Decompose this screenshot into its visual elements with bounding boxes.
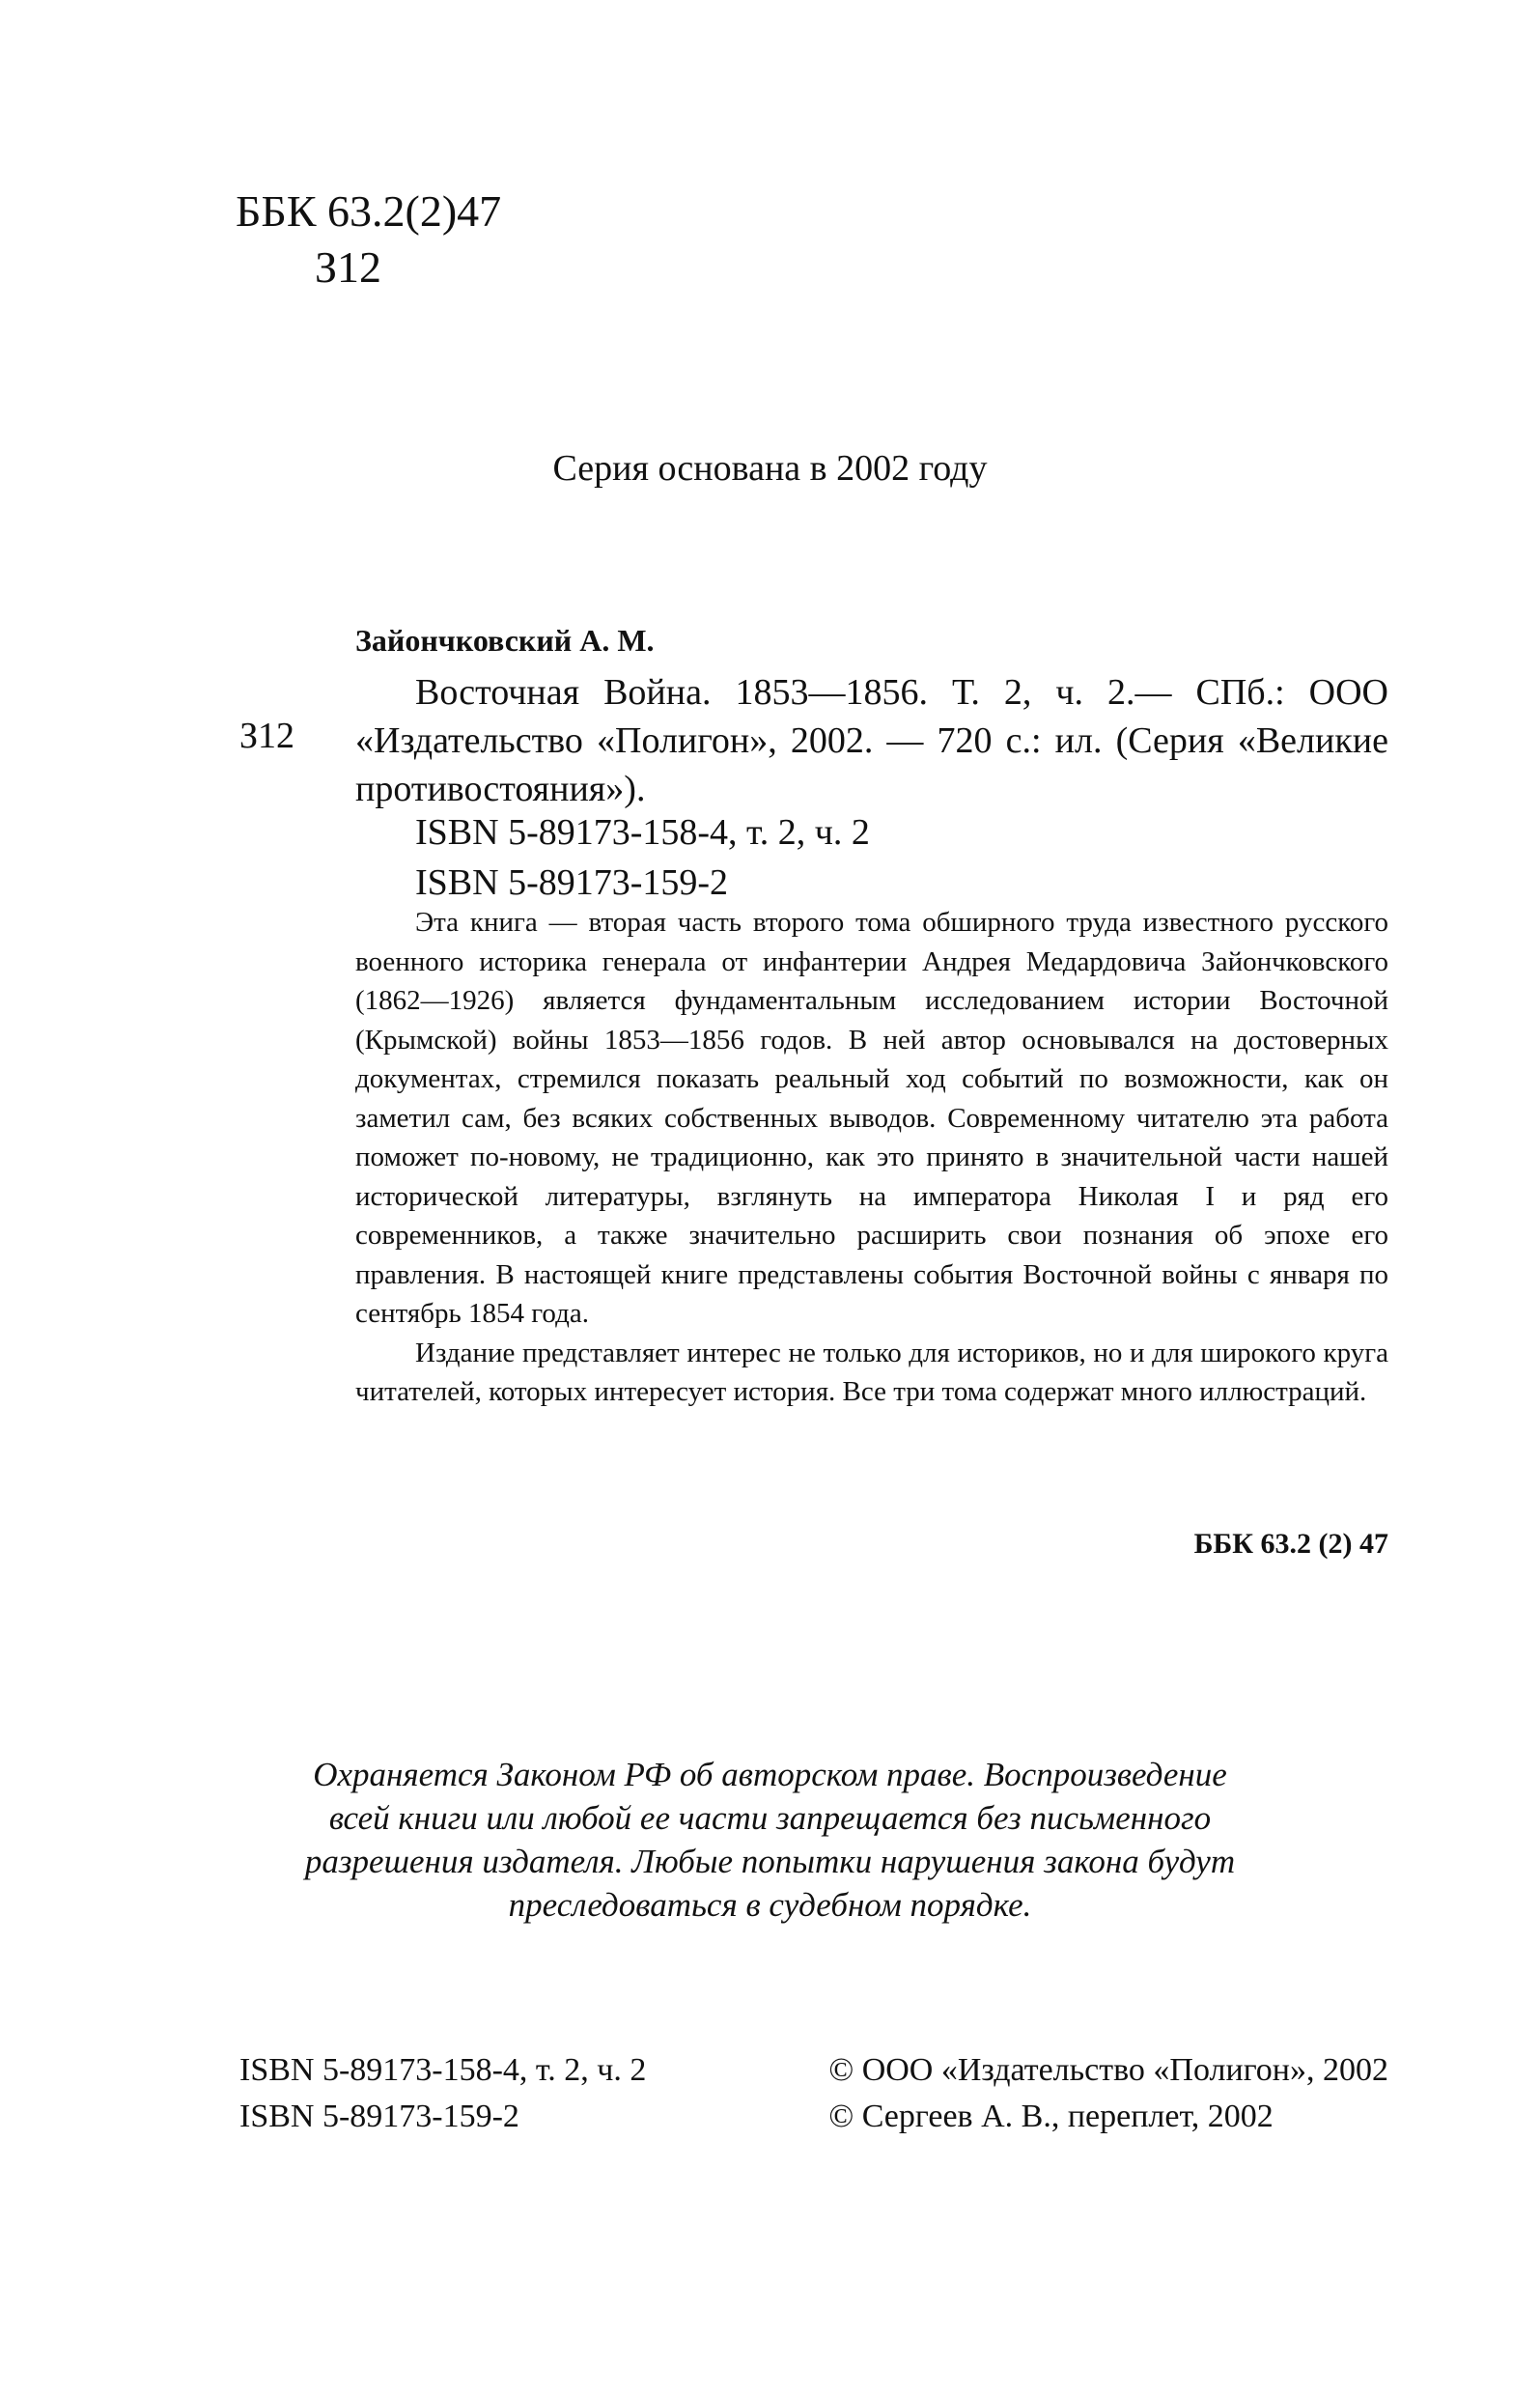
series-note: Серия основана в 2002 году [552, 448, 988, 489]
isbn-set: ISBN 5-89173-159-2 [415, 862, 729, 903]
copyright-notice-line: всей книги или любой ее части запрещается без письменного [328, 1799, 1212, 1837]
copyright-notice [0, 1753, 1540, 1927]
bbk-code: ББК 63.2(2)47 [236, 186, 502, 236]
bbk-code-bottom: ББК 63.2 (2) 47 [1193, 1528, 1388, 1560]
author-mark: З12 [315, 242, 382, 292]
copyright-notice-line: Охраняется Законом РФ об авторском праве. Воспроизведение [313, 1756, 1227, 1793]
bbk-classification [236, 183, 501, 296]
footer-copyright-publisher: © ООО «Издательство «Полигон», 2002 [828, 2052, 1388, 2088]
copyright-notice-line: разрешения издателя. Любые попытки нарушения закона будут [304, 1843, 1236, 1880]
annotation [355, 903, 1388, 1412]
footer-copyright-binding: © Сергеев А. В., переплет, 2002 [828, 2099, 1274, 2134]
margin-author-mark: З12 [239, 716, 295, 756]
footer-copyright-block [828, 2047, 1388, 2140]
copyright-notice-line: преследоваться в судебном порядке. [508, 1886, 1032, 1924]
footer-isbn-volume: ISBN 5-89173-158-4, т. 2, ч. 2 [239, 2052, 647, 2088]
bibliographic-description: Восточная Война. 1853—1856. Т. 2, ч. 2.— СПб.: ООО «Издательство «Полигон», 2002. — 720 с.: ил. (Серия «Великие противостояния»). [355, 672, 1388, 809]
isbn-volume: ISBN 5-89173-158-4, т. 2, ч. 2 [415, 812, 870, 853]
annotation-paragraph-1: Эта книга — вторая часть второго тома обширного труда известного русского военного историка генерала от инфантерии Андрея Медардовича Зайончковского (1862—1926) является фундаментальным исследованием истории Восточной (Крымской) войны 1853—1856 годов. В ней автор основывался на достоверных документах, стремился показать реальный ход событий по возможности, как он заметил сам, без всяких собственных выводов. Современному читателю эта работа поможет по-новому, не традиционно, как это принято в значительной части нашей исторической литературы, взглянуть на императора Николая I и ряд его современников, а также значительно расширить свои познания об эпохе его правления. В настоящей книге представлены события Восточной войны с января по сентябрь 1854 года. [355, 907, 1388, 1329]
author-heading: Зайончковский А. М. [355, 623, 655, 658]
footer-isbn-block [239, 2047, 646, 2140]
annotation-paragraph-2: Издание представляет интерес не только для историков, но и для широкого круга читателей, которых интересует история. Все три тома содержат много иллюстраций. [355, 1337, 1388, 1407]
footer-isbn-set: ISBN 5-89173-159-2 [239, 2099, 519, 2134]
